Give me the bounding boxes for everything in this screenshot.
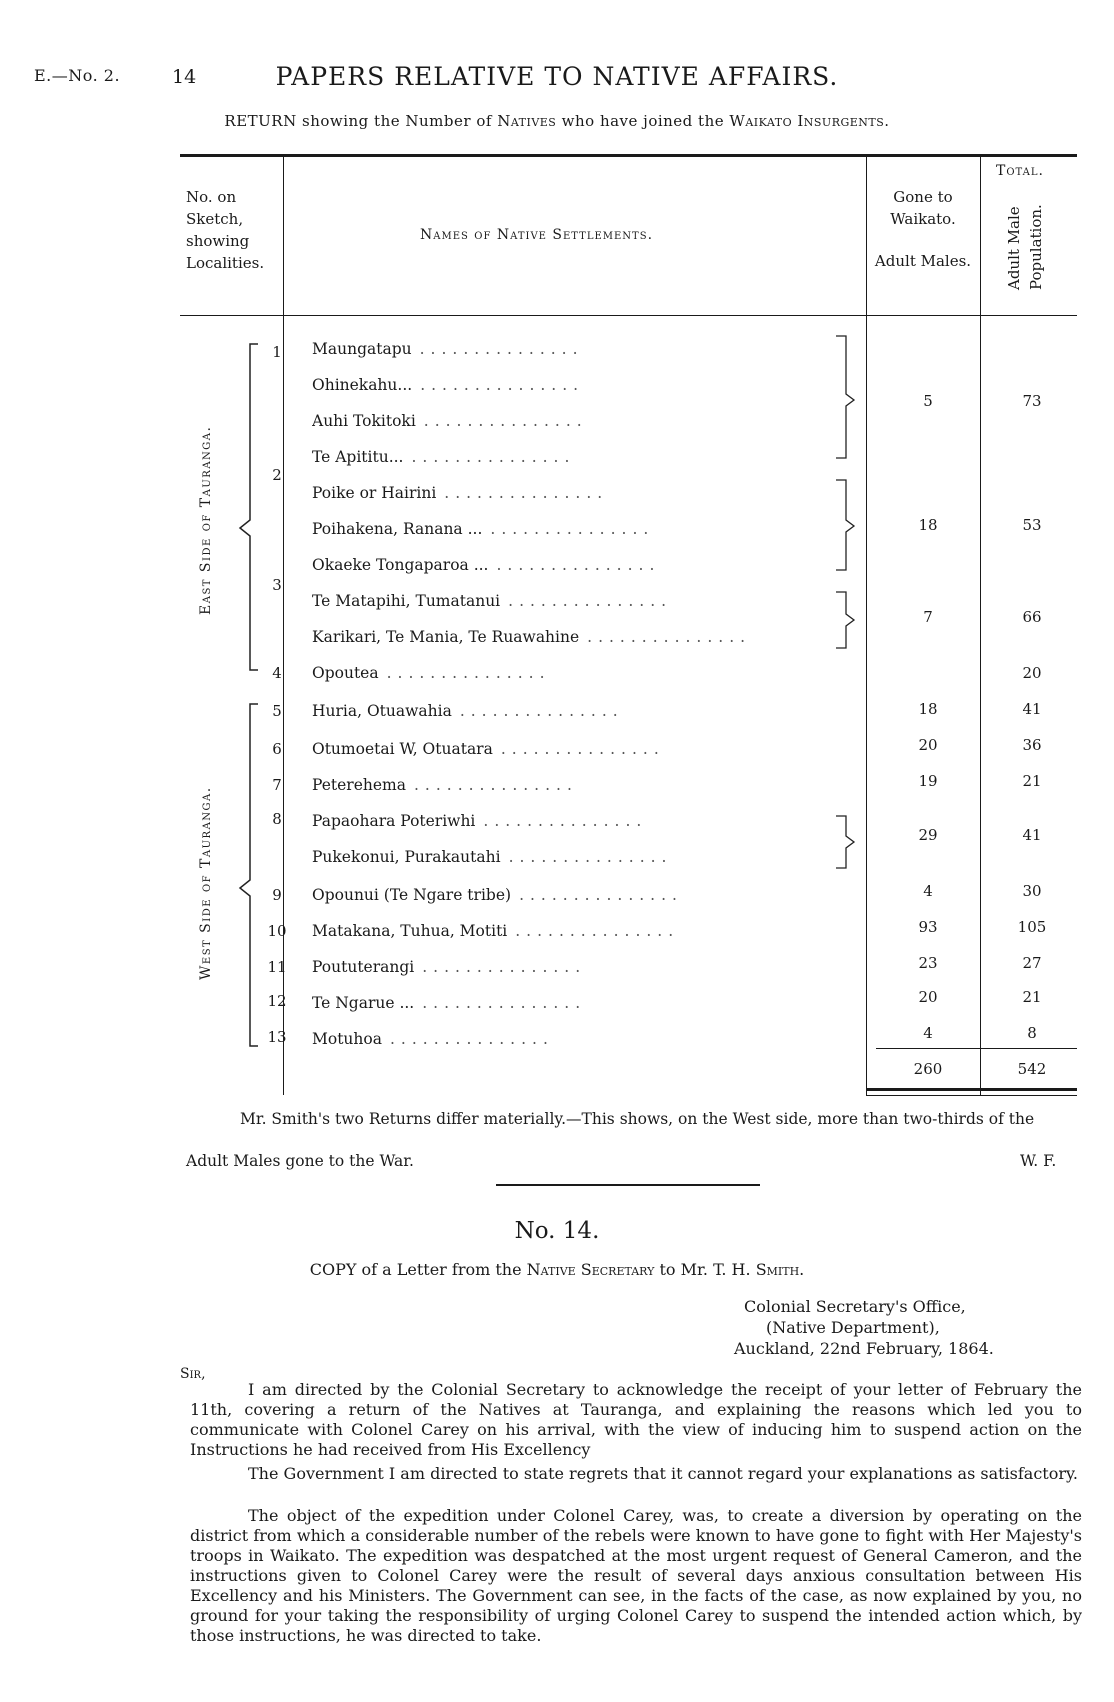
row-num: 8 xyxy=(272,810,282,828)
total-value: 27 xyxy=(1022,954,1042,972)
header-sketch-line: No. on xyxy=(186,188,237,206)
total-value: 8 xyxy=(1027,1024,1037,1042)
settlement-name-text: Poututerangi xyxy=(312,958,415,976)
settlement-name-text: Te Apititu... xyxy=(312,448,404,466)
settlement-name: Opounui (Te Ngare tribe) ............... xyxy=(312,886,683,904)
total-value: 73 xyxy=(1022,392,1042,410)
gone-value: 7 xyxy=(923,608,933,626)
table-bottom-rule xyxy=(866,1088,1077,1091)
return-title-prefix: RETURN xyxy=(224,112,297,130)
row-num: 9 xyxy=(272,886,282,904)
document-reference: E.—No. 2. xyxy=(34,66,121,85)
table-header-rule xyxy=(180,315,1077,316)
row-num: 6 xyxy=(272,740,282,758)
gone-value: 4 xyxy=(923,1024,933,1042)
row-num: 2 xyxy=(272,466,282,484)
row-num: 1 xyxy=(272,343,282,361)
settlement-name-text: Matakana, Tuhua, Motiti xyxy=(312,922,508,940)
page-number: 14 xyxy=(172,66,197,88)
return-title xyxy=(0,112,1114,130)
address-line: (Native Department), xyxy=(766,1318,940,1337)
note-line2: Adult Males gone to the War. xyxy=(186,1152,414,1170)
letter-title-c: to Mr. T. H. xyxy=(659,1260,751,1279)
gone-value: 20 xyxy=(918,988,938,1006)
row-num: 5 xyxy=(272,702,282,720)
settlement-name: Pukekonui, Purakautahi ............... xyxy=(312,848,673,866)
settlement-name: Okaeke Tongaparoa ... ............... xyxy=(312,556,661,574)
letter-paragraph-2: The Government I am directed to state regrets that it cannot regard your explanations as satisfactory. xyxy=(248,1464,1079,1483)
settlement-name-text: Motuhoa xyxy=(312,1030,382,1048)
header-sketch xyxy=(186,186,264,274)
settlement-name: Opoutea ............... xyxy=(312,664,551,682)
settlement-name-text: Poike or Hairini xyxy=(312,484,437,502)
row-num: 11 xyxy=(267,958,287,976)
settlement-name: Ohinekahu... ............... xyxy=(312,376,585,394)
settlement-name: Matakana, Tuhua, Motiti ............... xyxy=(312,922,680,940)
letter-number: No. 14. xyxy=(514,1218,600,1244)
gone-value: 18 xyxy=(918,516,938,534)
table-col-divider-3 xyxy=(980,157,981,1095)
total-value: 41 xyxy=(1022,700,1042,718)
gone-value: 93 xyxy=(918,918,938,936)
settlement-name: Poututerangi ............... xyxy=(312,958,587,976)
settlement-name-text: Te Matapihi, Tumatanui xyxy=(312,592,501,610)
letter-title-a: COPY of a Letter from the xyxy=(309,1260,522,1279)
table-col-divider-2 xyxy=(866,157,867,1095)
settlement-name-text: Peterehema xyxy=(312,776,406,794)
note-line1: Mr. Smith's two Returns differ materially.—This shows, on the West side, more than two-thirds of the xyxy=(240,1110,1035,1128)
settlement-name: Motuhoa ............... xyxy=(312,1030,554,1048)
total-sum: 542 xyxy=(1017,1060,1047,1078)
row-num: 10 xyxy=(267,922,287,940)
settlement-name-text: Pukekonui, Purakautahi xyxy=(312,848,501,866)
letter-address xyxy=(734,1296,994,1359)
header-sketch-line: Sketch, xyxy=(186,210,244,228)
row-num: 4 xyxy=(272,664,282,682)
total-value: 20 xyxy=(1022,664,1042,682)
letter-title-b: Native Secretary xyxy=(526,1260,655,1279)
gone-value: 29 xyxy=(918,826,938,844)
header-sketch-line: Localities. xyxy=(186,254,265,272)
settlement-name: Huria, Otuawahia ............... xyxy=(312,702,624,720)
table-col-divider-1 xyxy=(283,157,284,1095)
table-sum-rule xyxy=(876,1048,1077,1049)
table-top-rule xyxy=(180,154,1077,157)
total-value: 105 xyxy=(1017,918,1047,936)
header-gone-line: Gone to xyxy=(893,188,953,206)
west-side-label: West Side of Tauranga. xyxy=(198,786,214,980)
header-names: Names of Native Settlements. xyxy=(420,227,654,243)
gone-value: 18 xyxy=(918,700,938,718)
header-total: Total. xyxy=(996,163,1044,179)
letter-paragraph-3: The object of the expedition under Colonel Carey, was, to create a diversion by operating on the district from which a considerable number of the rebels were known to have gone to fight with Her Majesty's troops in Waikato. The expedition was despatched at the most urgent request of General Cameron, and the instructions given to Colonel Carey were the result of several days anxious consultation between His Excellency and his Ministers. The Government can see, in the facts of the case, as now explained by you, no ground for your taking the responsibility of urging Colonel Carey to suspend the intended action which, by those instructions, he was directed to take. xyxy=(190,1506,1082,1645)
return-title-waikato: Waikato Insurgents. xyxy=(729,112,890,130)
total-value: 66 xyxy=(1022,608,1042,626)
return-title-natives: Natives xyxy=(497,112,557,130)
settlement-name: Te Ngarue ... ............... xyxy=(312,994,587,1012)
settlement-name: Papaohara Poteriwhi ............... xyxy=(312,812,648,830)
address-line: Auckland, 22nd February, 1864. xyxy=(734,1339,994,1358)
settlement-name-text: Otumoetai W, Otuatara xyxy=(312,740,493,758)
gone-sum: 260 xyxy=(913,1060,943,1078)
header-adult-male-line2: Population. xyxy=(1027,204,1045,290)
address-line: Colonial Secretary's Office, xyxy=(744,1297,966,1316)
settlement-name-text: Ohinekahu... xyxy=(312,376,413,394)
settlement-name-text: Maungatapu xyxy=(312,340,412,358)
total-value: 21 xyxy=(1022,772,1042,790)
total-value: 36 xyxy=(1022,736,1042,754)
settlement-name-text: Te Ngarue ... xyxy=(312,994,415,1012)
settlement-name: Poike or Hairini ............... xyxy=(312,484,609,502)
gone-value: 5 xyxy=(923,392,933,410)
letter-salutation: Sir, xyxy=(180,1366,206,1382)
settlement-name: Otumoetai W, Otuatara ............... xyxy=(312,740,665,758)
settlement-name-text: Papaohara Poteriwhi xyxy=(312,812,476,830)
gone-value: 23 xyxy=(918,954,938,972)
header-sketch-line: showing xyxy=(186,232,250,250)
row-num: 3 xyxy=(272,576,282,594)
settlement-name: Te Apititu... ............... xyxy=(312,448,576,466)
gone-value: 19 xyxy=(918,772,938,790)
settlement-name-text: Okaeke Tongaparoa ... xyxy=(312,556,489,574)
total-value: 53 xyxy=(1022,516,1042,534)
header-adult-male-line1: Adult Male xyxy=(1005,206,1023,290)
settlement-name-text: Karikari, Te Mania, Te Ruawahine xyxy=(312,628,580,646)
header-gone xyxy=(868,186,978,272)
row-num: 7 xyxy=(272,776,282,794)
settlement-name: Peterehema ............... xyxy=(312,776,578,794)
return-title-text: showing the Number of xyxy=(302,112,492,130)
gone-value: 20 xyxy=(918,736,938,754)
total-value: 30 xyxy=(1022,882,1042,900)
east-side-label: East Side of Tauranga. xyxy=(198,425,214,615)
settlement-name: Karikari, Te Mania, Te Ruawahine ............... xyxy=(312,628,752,646)
total-value: 21 xyxy=(1022,988,1042,1006)
row-num: 12 xyxy=(267,992,287,1010)
section-divider xyxy=(496,1184,760,1186)
total-value: 41 xyxy=(1022,826,1042,844)
settlement-name: Te Matapihi, Tumatanui ............... xyxy=(312,592,673,610)
settlement-name: Auhi Tokitoki ............... xyxy=(312,412,588,430)
header-gone-line: Waikato. xyxy=(890,210,956,228)
letter-title-d: Smith. xyxy=(755,1260,805,1279)
note-initials: W. F. xyxy=(1020,1152,1057,1170)
table-bottom-rule-2 xyxy=(866,1095,1077,1096)
gone-value: 4 xyxy=(923,882,933,900)
settlement-name-text: Huria, Otuawahia xyxy=(312,702,452,720)
letter-title xyxy=(0,1260,1114,1279)
settlement-name-text: Opoutea xyxy=(312,664,379,682)
page-title: PAPERS RELATIVE TO NATIVE AFFAIRS. xyxy=(275,62,839,91)
settlement-name-text: Poihakena, Ranana ... xyxy=(312,520,483,538)
settlement-name-text: Auhi Tokitoki xyxy=(312,412,416,430)
row-num: 13 xyxy=(267,1028,287,1046)
return-title-text2: who have joined the xyxy=(561,112,725,130)
settlement-name: Maungatapu ............... xyxy=(312,340,584,358)
header-gone-line: Adult Males. xyxy=(874,252,972,270)
letter-paragraph-1: I am directed by the Colonial Secretary to acknowledge the receipt of your letter of February the 11th, covering a return of the Natives at Tauranga, and explaining the reasons which led you to communicate with Colonel Carey on his arrival, with the view of inducing him to suspend action on the Instructions he had received from His Excellency xyxy=(190,1380,1082,1459)
settlement-name-text: Opounui (Te Ngare tribe) xyxy=(312,886,512,904)
settlement-name: Poihakena, Ranana ... ............... xyxy=(312,520,655,538)
